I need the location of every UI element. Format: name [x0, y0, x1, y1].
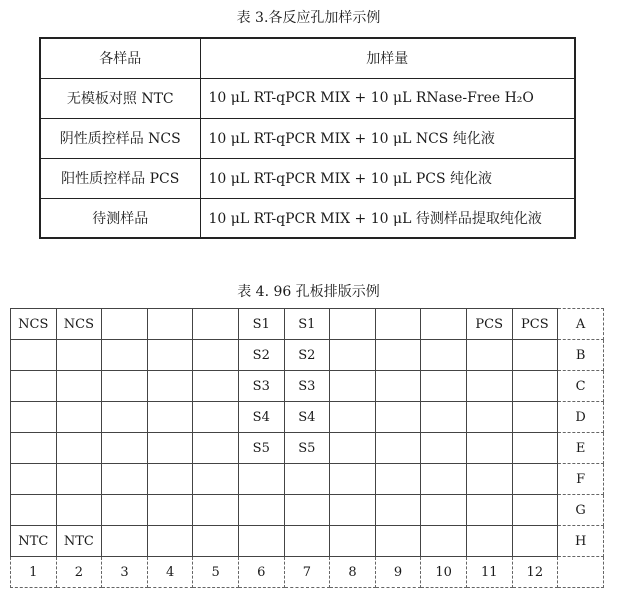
well-cell: S5 [284, 433, 330, 464]
table-row [40, 158, 575, 198]
column-label: 4 [147, 557, 193, 588]
table-row [40, 118, 575, 158]
volume-cell: 10 μL RT-qPCR MIX + 10 μL NCS 纯化液 [200, 118, 575, 158]
well-cell [56, 402, 102, 433]
well-cell [284, 526, 330, 557]
well-cell [56, 340, 102, 371]
well-cell [421, 433, 467, 464]
well-cell [102, 402, 148, 433]
well-cell [102, 464, 148, 495]
plate-row [11, 433, 604, 464]
well-cell [375, 340, 421, 371]
well-cell [147, 464, 193, 495]
column-label: 10 [421, 557, 467, 588]
well-cell [375, 495, 421, 526]
well-cell [330, 402, 376, 433]
plate-layout-table [10, 308, 604, 588]
column-label-row [11, 557, 604, 588]
well-cell [56, 433, 102, 464]
well-cell [193, 464, 239, 495]
well-cell [512, 464, 558, 495]
well-cell [330, 495, 376, 526]
well-cell [375, 433, 421, 464]
well-cell [466, 340, 512, 371]
well-cell [147, 309, 193, 340]
well-cell [102, 526, 148, 557]
well-cell: NCS [56, 309, 102, 340]
well-cell [421, 526, 467, 557]
well-cell [512, 371, 558, 402]
well-cell: PCS [466, 309, 512, 340]
volume-cell: 10 μL RT-qPCR MIX + 10 μL PCS 纯化液 [200, 158, 575, 198]
well-cell [102, 340, 148, 371]
well-cell: S2 [284, 340, 330, 371]
sample-cell: 待测样品 [40, 198, 200, 238]
well-cell [375, 464, 421, 495]
well-cell [375, 402, 421, 433]
well-cell [466, 433, 512, 464]
well-cell [11, 433, 57, 464]
well-cell: S3 [238, 371, 284, 402]
well-cell [466, 402, 512, 433]
column-label: 2 [56, 557, 102, 588]
well-cell [193, 371, 239, 402]
well-cell [102, 433, 148, 464]
well-cell [466, 464, 512, 495]
column-label: 3 [102, 557, 148, 588]
well-cell [330, 371, 376, 402]
corner-cell [558, 557, 604, 588]
well-cell [330, 340, 376, 371]
row-label: F [558, 464, 604, 495]
well-cell [238, 495, 284, 526]
column-label: 5 [193, 557, 239, 588]
well-cell [512, 495, 558, 526]
well-cell [56, 495, 102, 526]
row-label: D [558, 402, 604, 433]
well-cell [11, 402, 57, 433]
sample-cell: 无模板对照 NTC [40, 78, 200, 118]
well-cell [193, 495, 239, 526]
well-cell [421, 464, 467, 495]
table4-caption: 表 4. 96 孔板排版示例 [237, 284, 380, 300]
well-cell [512, 402, 558, 433]
volume-cell: 10 μL RT-qPCR MIX + 10 μL 待测样品提取纯化液 [200, 198, 575, 238]
well-cell [56, 371, 102, 402]
well-cell [102, 495, 148, 526]
row-label: C [558, 371, 604, 402]
well-cell [11, 495, 57, 526]
row-label: A [558, 309, 604, 340]
well-cell [147, 371, 193, 402]
volume-cell: 10 μL RT-qPCR MIX + 10 μL RNase-Free H₂O [200, 78, 575, 118]
well-cell [238, 526, 284, 557]
well-cell: S1 [284, 309, 330, 340]
table3-caption: 表 3.各反应孔加样示例 [236, 10, 381, 26]
row-label: H [558, 526, 604, 557]
well-cell: S5 [238, 433, 284, 464]
plate-row [11, 402, 604, 433]
well-cell [147, 433, 193, 464]
well-cell [330, 526, 376, 557]
well-cell [193, 340, 239, 371]
plate-row [11, 340, 604, 371]
well-cell [466, 371, 512, 402]
column-label: 6 [238, 557, 284, 588]
well-cell: S2 [238, 340, 284, 371]
well-cell [421, 402, 467, 433]
well-cell: S1 [238, 309, 284, 340]
well-cell [193, 433, 239, 464]
well-cell [102, 309, 148, 340]
well-cell [147, 340, 193, 371]
table-row [40, 198, 575, 238]
plate-row [11, 464, 604, 495]
well-cell [147, 495, 193, 526]
well-cell [284, 495, 330, 526]
row-label: E [558, 433, 604, 464]
well-cell [193, 526, 239, 557]
column-label: 8 [330, 557, 376, 588]
well-cell [147, 526, 193, 557]
sample-cell: 阳性质控样品 PCS [40, 158, 200, 198]
well-cell [11, 464, 57, 495]
well-cell [375, 526, 421, 557]
well-cell [330, 433, 376, 464]
table-header-row [40, 38, 575, 78]
plate-row [11, 526, 604, 557]
well-cell [512, 526, 558, 557]
well-cell [102, 371, 148, 402]
column-label: 9 [375, 557, 421, 588]
well-cell [11, 371, 57, 402]
well-cell [421, 340, 467, 371]
well-cell [375, 309, 421, 340]
well-cell [421, 371, 467, 402]
well-cell: NCS [11, 309, 57, 340]
well-cell [193, 402, 239, 433]
well-cell: NTC [11, 526, 57, 557]
well-cell: S4 [284, 402, 330, 433]
well-cell: NTC [56, 526, 102, 557]
well-cell [512, 340, 558, 371]
sample-loading-table [39, 37, 576, 239]
well-cell: PCS [512, 309, 558, 340]
well-cell [284, 464, 330, 495]
well-cell: S4 [238, 402, 284, 433]
well-cell [56, 464, 102, 495]
well-cell [11, 340, 57, 371]
table-row [40, 78, 575, 118]
row-label: G [558, 495, 604, 526]
plate-row [11, 371, 604, 402]
plate-row [11, 495, 604, 526]
sample-cell: 阴性质控样品 NCS [40, 118, 200, 158]
plate-row [11, 309, 604, 340]
column-label: 12 [512, 557, 558, 588]
well-cell [193, 309, 239, 340]
well-cell: S3 [284, 371, 330, 402]
well-cell [421, 495, 467, 526]
column-label: 1 [11, 557, 57, 588]
well-cell [238, 464, 284, 495]
well-cell [466, 526, 512, 557]
well-cell [375, 371, 421, 402]
column-label: 7 [284, 557, 330, 588]
header-sample: 各样品 [40, 38, 200, 78]
well-cell [330, 464, 376, 495]
row-label: B [558, 340, 604, 371]
well-cell [421, 309, 467, 340]
well-cell [147, 402, 193, 433]
header-volume: 加样量 [200, 38, 575, 78]
column-label: 11 [466, 557, 512, 588]
well-cell [330, 309, 376, 340]
well-cell [466, 495, 512, 526]
well-cell [512, 433, 558, 464]
